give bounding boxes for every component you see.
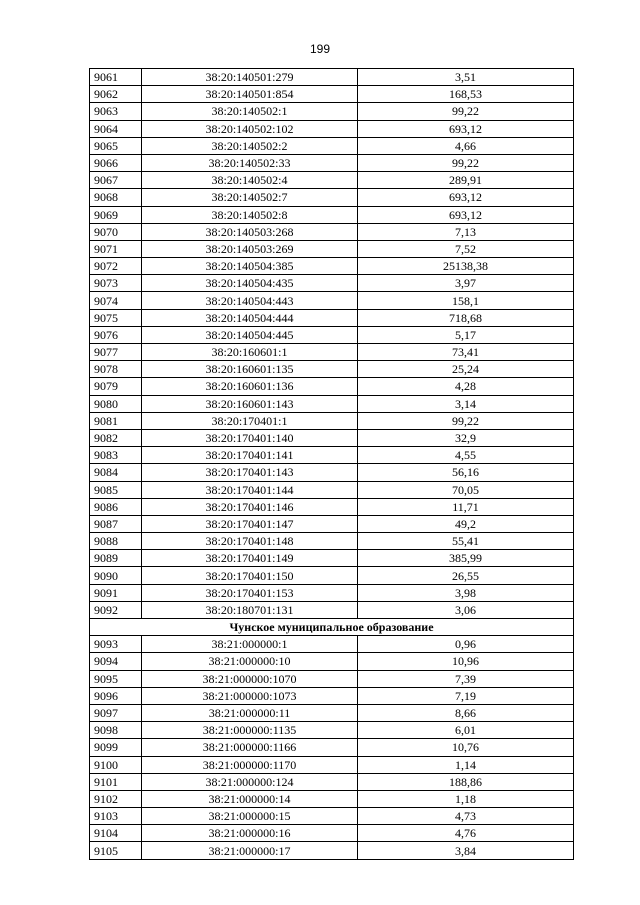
table-row: [90, 326, 574, 343]
table-row: [90, 601, 574, 618]
table-row: [90, 292, 574, 309]
area-value: 0,96: [358, 636, 574, 653]
area-value: 1,18: [358, 790, 574, 807]
cadastral-number: 38:20:160601:135: [142, 361, 358, 378]
table-row: [90, 206, 574, 223]
table-body: [90, 69, 574, 860]
row-number: 9069: [90, 206, 142, 223]
cadastral-number: 38:20:140502:4: [142, 172, 358, 189]
row-number: 9081: [90, 412, 142, 429]
cadastral-number: 38:21:000000:1: [142, 636, 358, 653]
table-row: [90, 567, 574, 584]
cadastral-number: 38:20:180701:131: [142, 601, 358, 618]
cadastral-number: 38:20:140502:33: [142, 154, 358, 171]
cadastral-number: 38:20:170401:144: [142, 481, 358, 498]
area-value: 10,96: [358, 653, 574, 670]
cadastral-number: 38:20:160601:1: [142, 344, 358, 361]
area-value: 49,2: [358, 515, 574, 532]
row-number: 9084: [90, 464, 142, 481]
area-value: 26,55: [358, 567, 574, 584]
table-row: [90, 172, 574, 189]
row-number: 9075: [90, 309, 142, 326]
row-number: 9061: [90, 69, 142, 86]
table-row: [90, 773, 574, 790]
area-value: 99,22: [358, 412, 574, 429]
cadastral-number: 38:20:140504:385: [142, 258, 358, 275]
cadastral-number: 38:20:140503:268: [142, 223, 358, 240]
area-value: 158,1: [358, 292, 574, 309]
cadastral-number: 38:21:000000:16: [142, 825, 358, 842]
cadastral-number: 38:21:000000:124: [142, 773, 358, 790]
row-number: 9096: [90, 687, 142, 704]
row-number: 9097: [90, 704, 142, 721]
table-row: [90, 120, 574, 137]
cadastral-number: 38:20:140504:435: [142, 275, 358, 292]
table-row: [90, 704, 574, 721]
area-value: 693,12: [358, 120, 574, 137]
row-number: 9077: [90, 344, 142, 361]
row-number: 9090: [90, 567, 142, 584]
table-row: [90, 687, 574, 704]
row-number: 9064: [90, 120, 142, 137]
cadastral-number: 38:21:000000:15: [142, 808, 358, 825]
area-value: 385,99: [358, 550, 574, 567]
page-number: 199: [309, 42, 331, 56]
table-row: [90, 223, 574, 240]
row-number: 9087: [90, 515, 142, 532]
cadastral-number: 38:20:170401:140: [142, 429, 358, 446]
area-value: 7,52: [358, 240, 574, 257]
table-row: [90, 258, 574, 275]
row-number: 9080: [90, 395, 142, 412]
cadastral-number: 38:20:140504:444: [142, 309, 358, 326]
area-value: 718,68: [358, 309, 574, 326]
area-value: 10,76: [358, 739, 574, 756]
table-row: [90, 103, 574, 120]
section-row: [90, 619, 574, 636]
row-number: 9098: [90, 722, 142, 739]
area-value: 73,41: [358, 344, 574, 361]
table-row: [90, 825, 574, 842]
cadastral-number: 38:21:000000:1135: [142, 722, 358, 739]
area-value: 3,14: [358, 395, 574, 412]
row-number: 9094: [90, 653, 142, 670]
cadastral-number: 38:20:170401:147: [142, 515, 358, 532]
row-number: 9067: [90, 172, 142, 189]
cadastral-number: 38:20:140504:445: [142, 326, 358, 343]
table-row: [90, 240, 574, 257]
row-number: 9100: [90, 756, 142, 773]
area-value: 70,05: [358, 481, 574, 498]
table-row: [90, 429, 574, 446]
row-number: 9101: [90, 773, 142, 790]
area-value: 4,66: [358, 137, 574, 154]
cadastral-number: 38:20:140502:102: [142, 120, 358, 137]
cadastral-number: 38:20:140502:8: [142, 206, 358, 223]
row-number: 9103: [90, 808, 142, 825]
row-number: 9073: [90, 275, 142, 292]
row-number: 9093: [90, 636, 142, 653]
cadastral-number: 38:20:170401:153: [142, 584, 358, 601]
area-value: 32,9: [358, 429, 574, 446]
row-number: 9078: [90, 361, 142, 378]
row-number: 9074: [90, 292, 142, 309]
cadastral-number: 38:20:140501:854: [142, 86, 358, 103]
table-row: [90, 86, 574, 103]
area-value: 3,06: [358, 601, 574, 618]
table-row: [90, 756, 574, 773]
area-value: 693,12: [358, 189, 574, 206]
table-row: [90, 653, 574, 670]
area-value: 4,28: [358, 378, 574, 395]
area-value: 289,91: [358, 172, 574, 189]
cadastral-number: 38:20:140502:2: [142, 137, 358, 154]
cadastral-number: 38:20:170401:143: [142, 464, 358, 481]
cadastral-number: 38:20:140502:7: [142, 189, 358, 206]
area-value: 4,76: [358, 825, 574, 842]
row-number: 9085: [90, 481, 142, 498]
row-number: 9083: [90, 447, 142, 464]
table-row: [90, 309, 574, 326]
area-value: 3,98: [358, 584, 574, 601]
table-row: [90, 137, 574, 154]
cadastral-number: 38:21:000000:1166: [142, 739, 358, 756]
row-number: 9092: [90, 601, 142, 618]
area-value: 11,71: [358, 498, 574, 515]
area-value: 168,53: [358, 86, 574, 103]
table-row: [90, 344, 574, 361]
row-number: 9070: [90, 223, 142, 240]
area-value: 25138,38: [358, 258, 574, 275]
cadastral-number: 38:20:170401:1: [142, 412, 358, 429]
row-number: 9076: [90, 326, 142, 343]
row-number: 9072: [90, 258, 142, 275]
area-value: 56,16: [358, 464, 574, 481]
table-row: [90, 550, 574, 567]
area-value: 7,13: [358, 223, 574, 240]
area-value: 55,41: [358, 533, 574, 550]
area-value: 188,86: [358, 773, 574, 790]
area-value: 7,39: [358, 670, 574, 687]
cadastral-number: 38:20:160601:136: [142, 378, 358, 395]
table-row: [90, 722, 574, 739]
area-value: 693,12: [358, 206, 574, 223]
table-row: [90, 739, 574, 756]
table-row: [90, 395, 574, 412]
cadastral-number: 38:20:140503:269: [142, 240, 358, 257]
table-row: [90, 808, 574, 825]
row-number: 9086: [90, 498, 142, 515]
area-value: 1,14: [358, 756, 574, 773]
area-value: 25,24: [358, 361, 574, 378]
cadastral-number: 38:20:170401:148: [142, 533, 358, 550]
area-value: 99,22: [358, 103, 574, 120]
area-value: 4,73: [358, 808, 574, 825]
cadastral-number: 38:21:000000:1170: [142, 756, 358, 773]
cadastral-number: 38:21:000000:11: [142, 704, 358, 721]
cadastral-number: 38:20:170401:149: [142, 550, 358, 567]
cadastral-number: 38:20:140502:1: [142, 103, 358, 120]
row-number: 9068: [90, 189, 142, 206]
section-heading: Чунское муниципальное образование: [90, 619, 574, 636]
area-value: 3,51: [358, 69, 574, 86]
table-row: [90, 69, 574, 86]
table-row: [90, 515, 574, 532]
area-value: 4,55: [358, 447, 574, 464]
area-value: 99,22: [358, 154, 574, 171]
table-row: [90, 842, 574, 859]
row-number: 9066: [90, 154, 142, 171]
row-number: 9089: [90, 550, 142, 567]
row-number: 9095: [90, 670, 142, 687]
row-number: 9062: [90, 86, 142, 103]
cadastral-number: 38:21:000000:10: [142, 653, 358, 670]
table-row: [90, 670, 574, 687]
area-value: 3,97: [358, 275, 574, 292]
cadastral-number: 38:20:170401:150: [142, 567, 358, 584]
row-number: 9099: [90, 739, 142, 756]
table-row: [90, 481, 574, 498]
row-number: 9071: [90, 240, 142, 257]
cadastral-number: 38:21:000000:1073: [142, 687, 358, 704]
cadastral-number: 38:21:000000:14: [142, 790, 358, 807]
cadastral-number: 38:20:160601:143: [142, 395, 358, 412]
table-row: [90, 464, 574, 481]
cadastral-number: 38:20:140504:443: [142, 292, 358, 309]
row-number: 9079: [90, 378, 142, 395]
table-row: [90, 378, 574, 395]
table-row: [90, 154, 574, 171]
table-row: [90, 361, 574, 378]
table-row: [90, 412, 574, 429]
row-number: 9105: [90, 842, 142, 859]
area-value: 6,01: [358, 722, 574, 739]
area-value: 3,84: [358, 842, 574, 859]
table-row: [90, 790, 574, 807]
area-value: 7,19: [358, 687, 574, 704]
table-row: [90, 275, 574, 292]
cadastral-number: 38:20:170401:141: [142, 447, 358, 464]
row-number: 9063: [90, 103, 142, 120]
row-number: 9088: [90, 533, 142, 550]
cadastral-number: 38:21:000000:17: [142, 842, 358, 859]
table-row: [90, 584, 574, 601]
row-number: 9091: [90, 584, 142, 601]
cadastral-number: 38:20:170401:146: [142, 498, 358, 515]
area-value: 8,66: [358, 704, 574, 721]
row-number: 9102: [90, 790, 142, 807]
table-row: [90, 533, 574, 550]
table-row: [90, 189, 574, 206]
table-row: [90, 636, 574, 653]
row-number: 9065: [90, 137, 142, 154]
row-number: 9104: [90, 825, 142, 842]
table-row: [90, 447, 574, 464]
cadastral-number: 38:21:000000:1070: [142, 670, 358, 687]
table-row: [90, 498, 574, 515]
land-plots-table: [89, 68, 574, 860]
area-value: 5,17: [358, 326, 574, 343]
cadastral-number: 38:20:140501:279: [142, 69, 358, 86]
row-number: 9082: [90, 429, 142, 446]
